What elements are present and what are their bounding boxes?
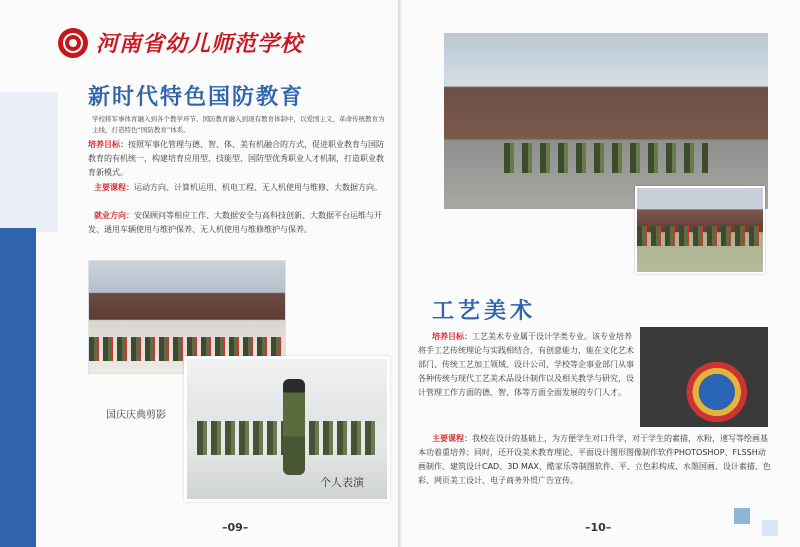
course-label: 主要课程： xyxy=(94,183,134,192)
school-name: 河南省幼儿师范学校 xyxy=(96,31,304,57)
goal-text: 按照军事化管理与德、智、体、美有机融合的方式，促进职业教育与国防教育的有机统一，构建培育应用型、技能型、国防型优秀职业人才机制，打造职业教育新模式。 xyxy=(88,140,384,177)
arts-course-paragraph xyxy=(418,432,772,488)
decorative-pale-block xyxy=(0,92,58,232)
goal-label: 培养目标： xyxy=(88,140,128,149)
caption-celebration: 国庆庆典剪影 xyxy=(106,410,166,421)
book-spine xyxy=(398,0,402,547)
troops-formation xyxy=(637,226,763,246)
performer-figure xyxy=(283,379,305,475)
decorative-blue-bar xyxy=(0,228,36,547)
martial-arts-photo xyxy=(444,33,768,209)
school-header xyxy=(58,27,303,58)
defense-job-paragraph xyxy=(88,209,388,237)
arts-goal-text: 工艺美术专业属于设计学类专业。该专业培养将手工艺传统理论与实践相结合、有创意能力，能在文化艺术部门、传统工艺加工领域、设计公司、学校等企事业部门从事各种传统与现代工艺美术品设计制作以及相关教学与研究，设计管理工作方面的德、智、体等方面全面发展的专门人才。 xyxy=(418,332,634,397)
page-number-right: –10– xyxy=(585,521,612,534)
section-title-arts: 工艺美术 xyxy=(432,299,537,324)
page-number-left: –09– xyxy=(222,521,249,534)
painting-globe-photo xyxy=(640,327,768,427)
arts-course-label: 主要课程： xyxy=(432,434,472,443)
arts-course-text: 我校在设计的基础上，为方便学生对口升学，对于学生的素描，水粉，速写等绘画基本功着重培养；同时，还开设美术教育理论、平面设计图形图像制作软件PHOTOSHOP、FLSSH动画制作、建筑设计CAD、3D MAX、酷家乐等制图软件、平、立色彩构成、水墨国画、设计素描、色彩、网页美工设计、电子商务外贸广告宣传。 xyxy=(418,434,771,485)
job-label: 就业方向： xyxy=(94,211,134,220)
arts-goal-label: 培养目标： xyxy=(432,332,472,341)
school-logo-icon xyxy=(58,28,88,58)
course-text: 运动方向、计算机运用、机电工程、无人机使用与维修、大数据方向。 xyxy=(134,183,382,192)
caption-performance: 个人表演 xyxy=(320,476,364,489)
decorative-square xyxy=(762,520,778,536)
training-photo xyxy=(635,186,765,274)
arts-goal-paragraph xyxy=(418,330,638,400)
defense-goal-paragraph xyxy=(88,138,388,180)
defense-course-paragraph xyxy=(88,181,388,195)
job-text: 安保顾问等相应工作、大数据安全与高科技创新、大数据平台运维与开发、通用车辆使用与维护保养、无人机使用与维修维护与保养。 xyxy=(88,211,382,234)
troops-formation xyxy=(504,143,708,173)
defense-intro: 学校将军事体育融入到各个教学环节、国防教育融入到现有教育体制中，以爱国主义、革命传统教育为主线，打造特色“国防教育”体系。 xyxy=(92,115,385,134)
section-title-defense: 新时代特色国防教育 xyxy=(88,85,305,110)
decorative-square xyxy=(734,508,750,524)
